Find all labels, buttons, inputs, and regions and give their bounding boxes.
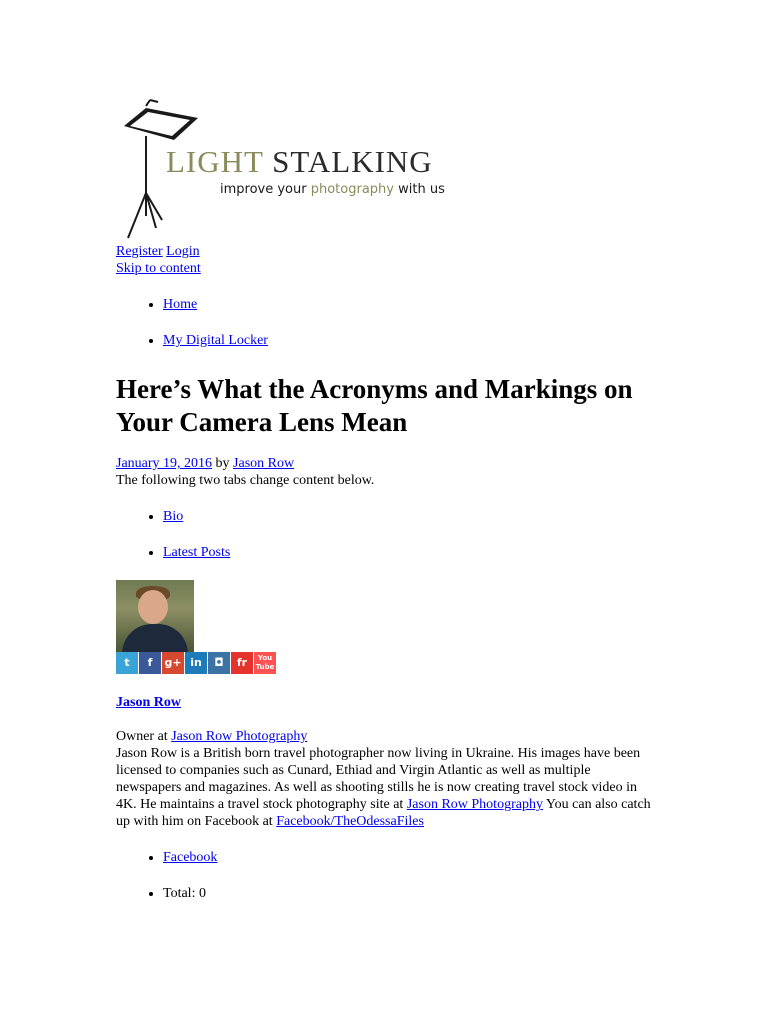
flickr-icon[interactable]: fr (231, 652, 253, 674)
bio-site-link[interactable]: Jason Row Photography (406, 797, 543, 812)
google-plus-icon[interactable]: g+ (162, 652, 184, 674)
article-title: Here’s What the Acronyms and Markings on Your Camera Lens Mean (116, 374, 633, 437)
menu-item-my-digital-locker (163, 332, 676, 349)
login-link[interactable]: Login (166, 244, 200, 259)
author-bio: Owner at Jason Row Photography Jason Row is a British born travel photographer now living in Ukraine. His images have been licensed to companies such as Cunard, Ethiad and Virgin Atlantic as well as multiple newspapers and magazines. As well as shooting stills he is now creating travel stock video in 4K. He maintains a travel stock photography site at Jason Row Photography You can also catch up with him on Facebook at Facebook/TheOdessaFiles (116, 729, 651, 829)
linkedin-icon[interactable]: in (185, 652, 207, 674)
tab-bio-link[interactable]: Bio (163, 509, 184, 524)
share-total: • Total: 0 (163, 885, 676, 902)
author-name (116, 694, 676, 711)
share-item-facebook (163, 849, 676, 866)
skip-to-content-link[interactable]: Skip to content (116, 261, 201, 276)
logo-word-stalking: STALKING (272, 144, 433, 179)
social-icons (116, 652, 676, 674)
facebook-icon[interactable]: f (139, 652, 161, 674)
article-meta: January 19, 2016 by Jason Row (116, 456, 295, 471)
logo-word-light: LIGHT (166, 144, 264, 179)
menu-link-my-digital-locker[interactable]: My Digital Locker (163, 333, 268, 348)
share-list (116, 849, 676, 902)
bio-facebook-link[interactable]: Facebook/TheOdessaFiles (276, 814, 424, 829)
tabs-note: The following two tabs change content below. (116, 473, 375, 488)
author-avatar (116, 580, 194, 652)
page-content (116, 98, 676, 921)
logo-tagline: improve your photography with us (220, 182, 445, 197)
tab-latest-posts-link[interactable]: Latest Posts (163, 545, 231, 560)
instagram-icon[interactable]: ◘ (208, 652, 230, 674)
menu-link-home[interactable]: Home (163, 297, 198, 312)
tab-latest-posts (163, 544, 676, 561)
account-links (116, 243, 676, 260)
register-link[interactable]: Register (116, 244, 163, 259)
author-name-link[interactable]: Jason Row (116, 695, 181, 710)
logo-title (166, 144, 433, 180)
article-date-link[interactable]: January 19, 2016 (116, 456, 213, 471)
article-author-link[interactable]: Jason Row (233, 456, 295, 471)
youtube-icon[interactable]: You Tube (254, 652, 276, 674)
tab-bio (163, 508, 676, 525)
main-menu (116, 296, 676, 349)
site-logo[interactable] (116, 98, 456, 243)
author-tabs (116, 508, 676, 561)
menu-item-home (163, 296, 676, 313)
share-facebook-link[interactable]: Facebook (163, 850, 218, 865)
owner-link[interactable]: Jason Row Photography (171, 729, 308, 744)
twitter-icon[interactable]: t (116, 652, 138, 674)
